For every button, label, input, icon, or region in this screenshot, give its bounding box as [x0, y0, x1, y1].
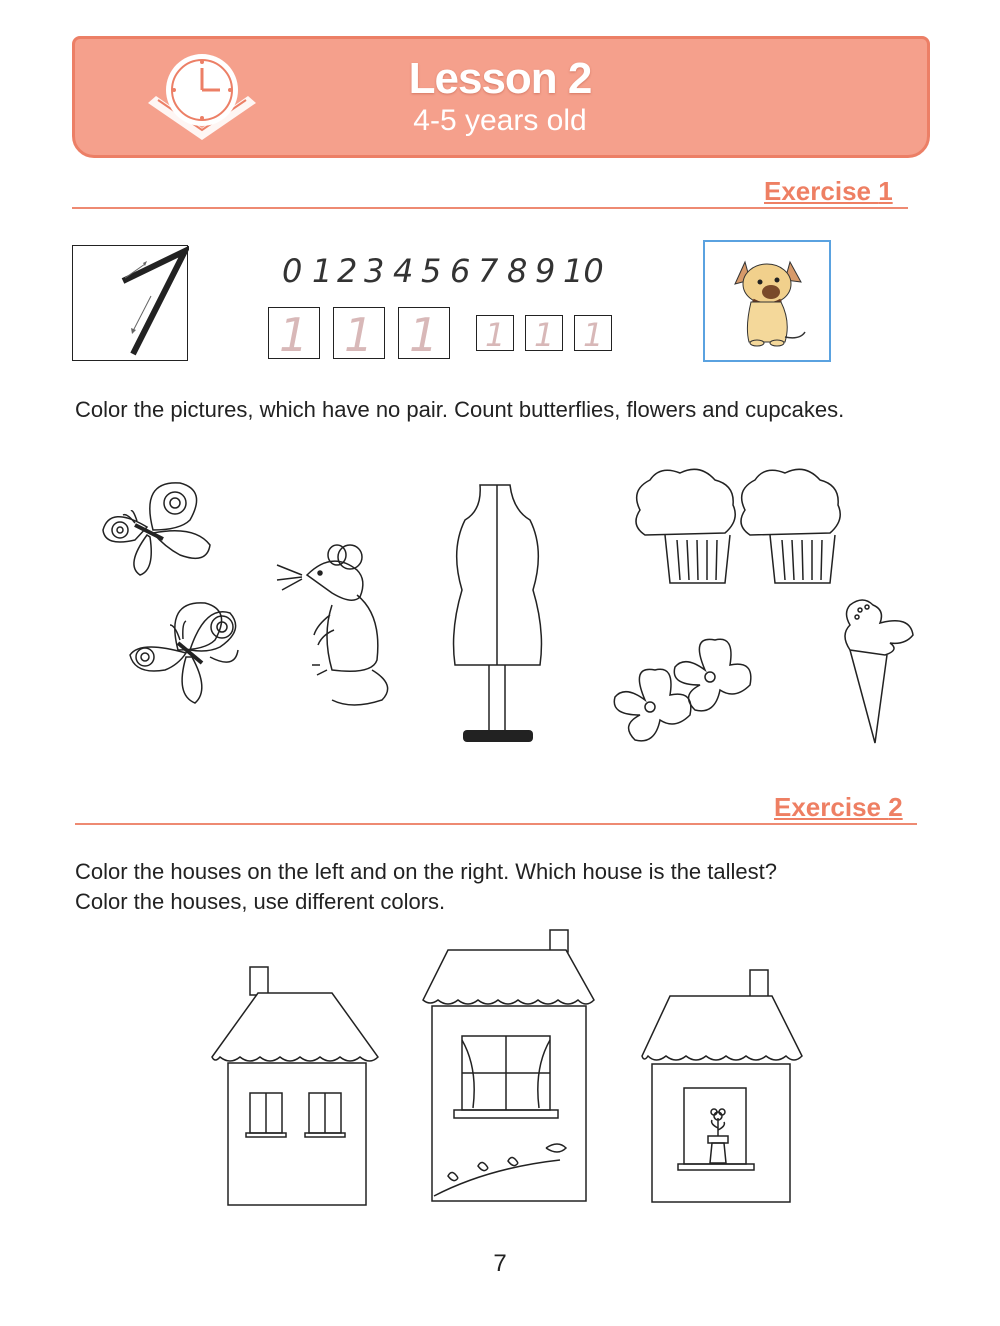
digit-row-item: 9 — [535, 252, 556, 290]
lesson-subtitle: 4-5 years old — [413, 104, 587, 137]
digit-row-item: 7 — [478, 252, 499, 290]
flowers-pair — [600, 625, 760, 750]
big-digit-box — [72, 245, 188, 361]
exercise-2-instruction: Color the houses on the left and on the right. Which house is the tallest? Color the houses, use different colors. — [75, 859, 777, 914]
digit-row-item: 2 — [337, 252, 358, 290]
digit-row-item: 8 — [507, 252, 528, 290]
digit-row-item: 3 — [364, 252, 385, 290]
digit-row-item: 0 — [282, 252, 303, 290]
dress-form-icon[interactable] — [445, 480, 550, 750]
cupcake-icon[interactable] — [636, 469, 735, 583]
ice-cream-icon[interactable] — [835, 595, 920, 750]
house-with-flower-icon[interactable] — [640, 968, 805, 1208]
digit-row-item: 10 — [563, 252, 604, 290]
trace-box[interactable] — [268, 307, 320, 359]
dog-icon — [705, 242, 828, 359]
svg-text:1: 1 — [279, 308, 309, 358]
short-house-icon[interactable] — [210, 965, 382, 1210]
digit-row-item: 6 — [450, 252, 471, 290]
flower-icon[interactable] — [674, 639, 751, 711]
cupcakes-pair — [625, 465, 845, 590]
digit-row-item: 5 — [421, 252, 442, 290]
butterfly-icon[interactable] — [95, 475, 225, 585]
trace-box-small[interactable] — [476, 315, 514, 351]
exercise-1-instruction: Color the pictures, which have no pair. Count butterflies, flowers and cupcakes. — [75, 397, 845, 422]
tall-house-icon[interactable] — [418, 928, 600, 1208]
svg-text:1: 1 — [344, 308, 374, 358]
exercise-1-rule — [72, 207, 908, 209]
digit-row — [280, 248, 620, 293]
lesson-title: Lesson 2 — [408, 54, 592, 103]
svg-text:1: 1 — [485, 316, 506, 350]
dog-picture-frame — [703, 240, 831, 362]
butterfly-icon[interactable] — [120, 595, 250, 710]
svg-text:1: 1 — [409, 308, 439, 358]
mouse-icon[interactable] — [272, 535, 402, 715]
exercise-2-label: Exercise 2 — [774, 792, 903, 822]
trace-box-small[interactable] — [525, 315, 563, 351]
cupcake-icon[interactable] — [741, 469, 840, 583]
trace-box-small[interactable] — [574, 315, 612, 351]
digit-row-item: 1 — [312, 252, 333, 290]
trace-box[interactable] — [398, 307, 450, 359]
exercise-2-rule — [75, 823, 917, 825]
trace-box[interactable] — [333, 307, 385, 359]
big-digit-one — [73, 246, 189, 362]
digit-row-item: 4 — [393, 252, 414, 290]
svg-text:1: 1 — [583, 316, 604, 350]
exercise-1-label: Exercise 1 — [764, 176, 893, 206]
page-number: 7 — [493, 1250, 507, 1277]
svg-text:1: 1 — [534, 316, 555, 350]
